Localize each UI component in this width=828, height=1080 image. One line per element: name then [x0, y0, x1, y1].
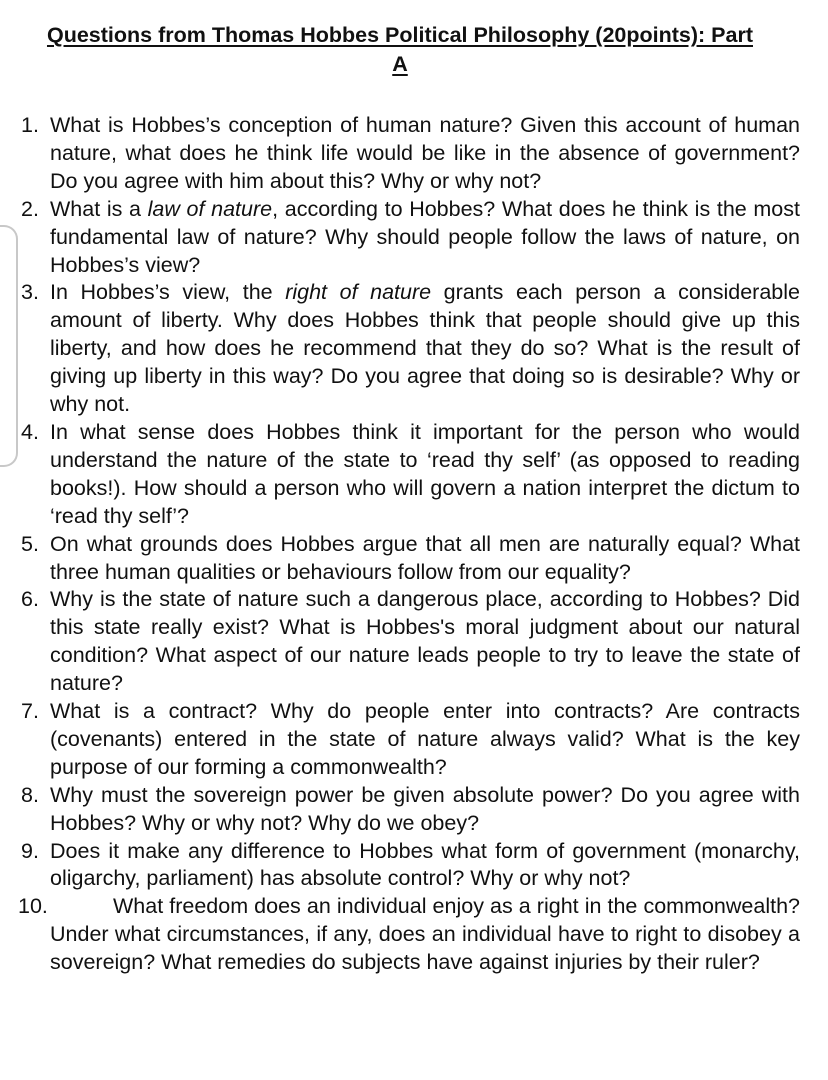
question-number: 8. [21, 782, 39, 807]
question-text: Why must the sovereign power be given absolute power? Do you agree with Hobbes? Why or why not? Why do we obey? [50, 782, 800, 835]
question-number: 10. [18, 894, 48, 919]
question-3 [0, 279, 800, 419]
question-5 [0, 531, 800, 587]
question-text-italic: law of nature [147, 196, 273, 221]
question-7 [0, 698, 800, 782]
question-6 [0, 586, 800, 698]
question-number: 2. [21, 196, 39, 221]
page-title [0, 21, 806, 79]
question-4 [0, 419, 800, 531]
question-text: What is Hobbes’s conception of human nature? Given this account of human nature, what does he think life would be like in the absence of government? Do you agree with him about this? Why or why not? [50, 113, 800, 193]
question-9 [0, 838, 800, 894]
question-number: 6. [21, 587, 39, 612]
question-text-italic: right of nature [285, 280, 432, 305]
question-text: Why is the state of nature such a dangerous place, according to Hobbes? Did this state really exist? What is Hobbes's moral judgment about our natural condition? What aspect of our nature leads people to try to leave the state of nature? [50, 587, 800, 696]
page-title-line-1: Questions from Thomas Hobbes Political Philosophy (20points): Part [46, 23, 753, 47]
question-text: In what sense does Hobbes think it important for the person who would understand the nature of the state to ‘read thy self’ (as opposed to reading books!). How should a person who will govern a nation interpret the dictum to ‘read thy self’? [50, 419, 800, 528]
question-1 [0, 112, 800, 196]
question-text: On what grounds does Hobbes argue that all men are naturally equal? What three human qualities or behaviours follow from our equality? [50, 531, 800, 584]
question-list [0, 112, 828, 977]
question-text-pre: What is a [50, 196, 148, 221]
question-text: Does it make any difference to Hobbes what form of government (monarchy, oligarchy, parliament) has absolute control? Why or why not? [50, 838, 800, 891]
question-number: 1. [21, 113, 39, 137]
question-number: 4. [21, 419, 39, 444]
question-text: What freedom does an individual enjoy as a right in the commonwealth? Under what circumstances, if any, does an individual have to right to disobey a sovereign? What remedies do subjects have against injuries by their ruler? [50, 894, 800, 975]
question-number: 7. [21, 699, 39, 724]
question-8 [0, 782, 800, 838]
question-number: 5. [21, 531, 39, 556]
question-text-post: grants each person a considerable amount of liberty. Why does Hobbes think that people should give up this liberty, and how does he recommend that they do so? What is the result of giving up liberty in this way? Do you agree that doing so is desirable? Why or why not. [50, 280, 800, 417]
page-title-line-2: A [392, 52, 408, 76]
question-text: What is a contract? Why do people enter into contracts? Are contracts (covenants) entered in the state of nature always valid? What is the key purpose of our forming a commonwealth? [50, 699, 800, 779]
question-2 [0, 196, 800, 280]
question-number: 3. [21, 280, 39, 305]
question-text-pre: In Hobbes’s view, the [50, 280, 286, 305]
question-number: 9. [21, 838, 39, 863]
question-10 [0, 893, 800, 977]
question-text-post: , according to Hobbes? What does he think is the most fundamental law of nature? Why should people follow the laws of nature, on Hobbes’s view? [50, 196, 800, 277]
